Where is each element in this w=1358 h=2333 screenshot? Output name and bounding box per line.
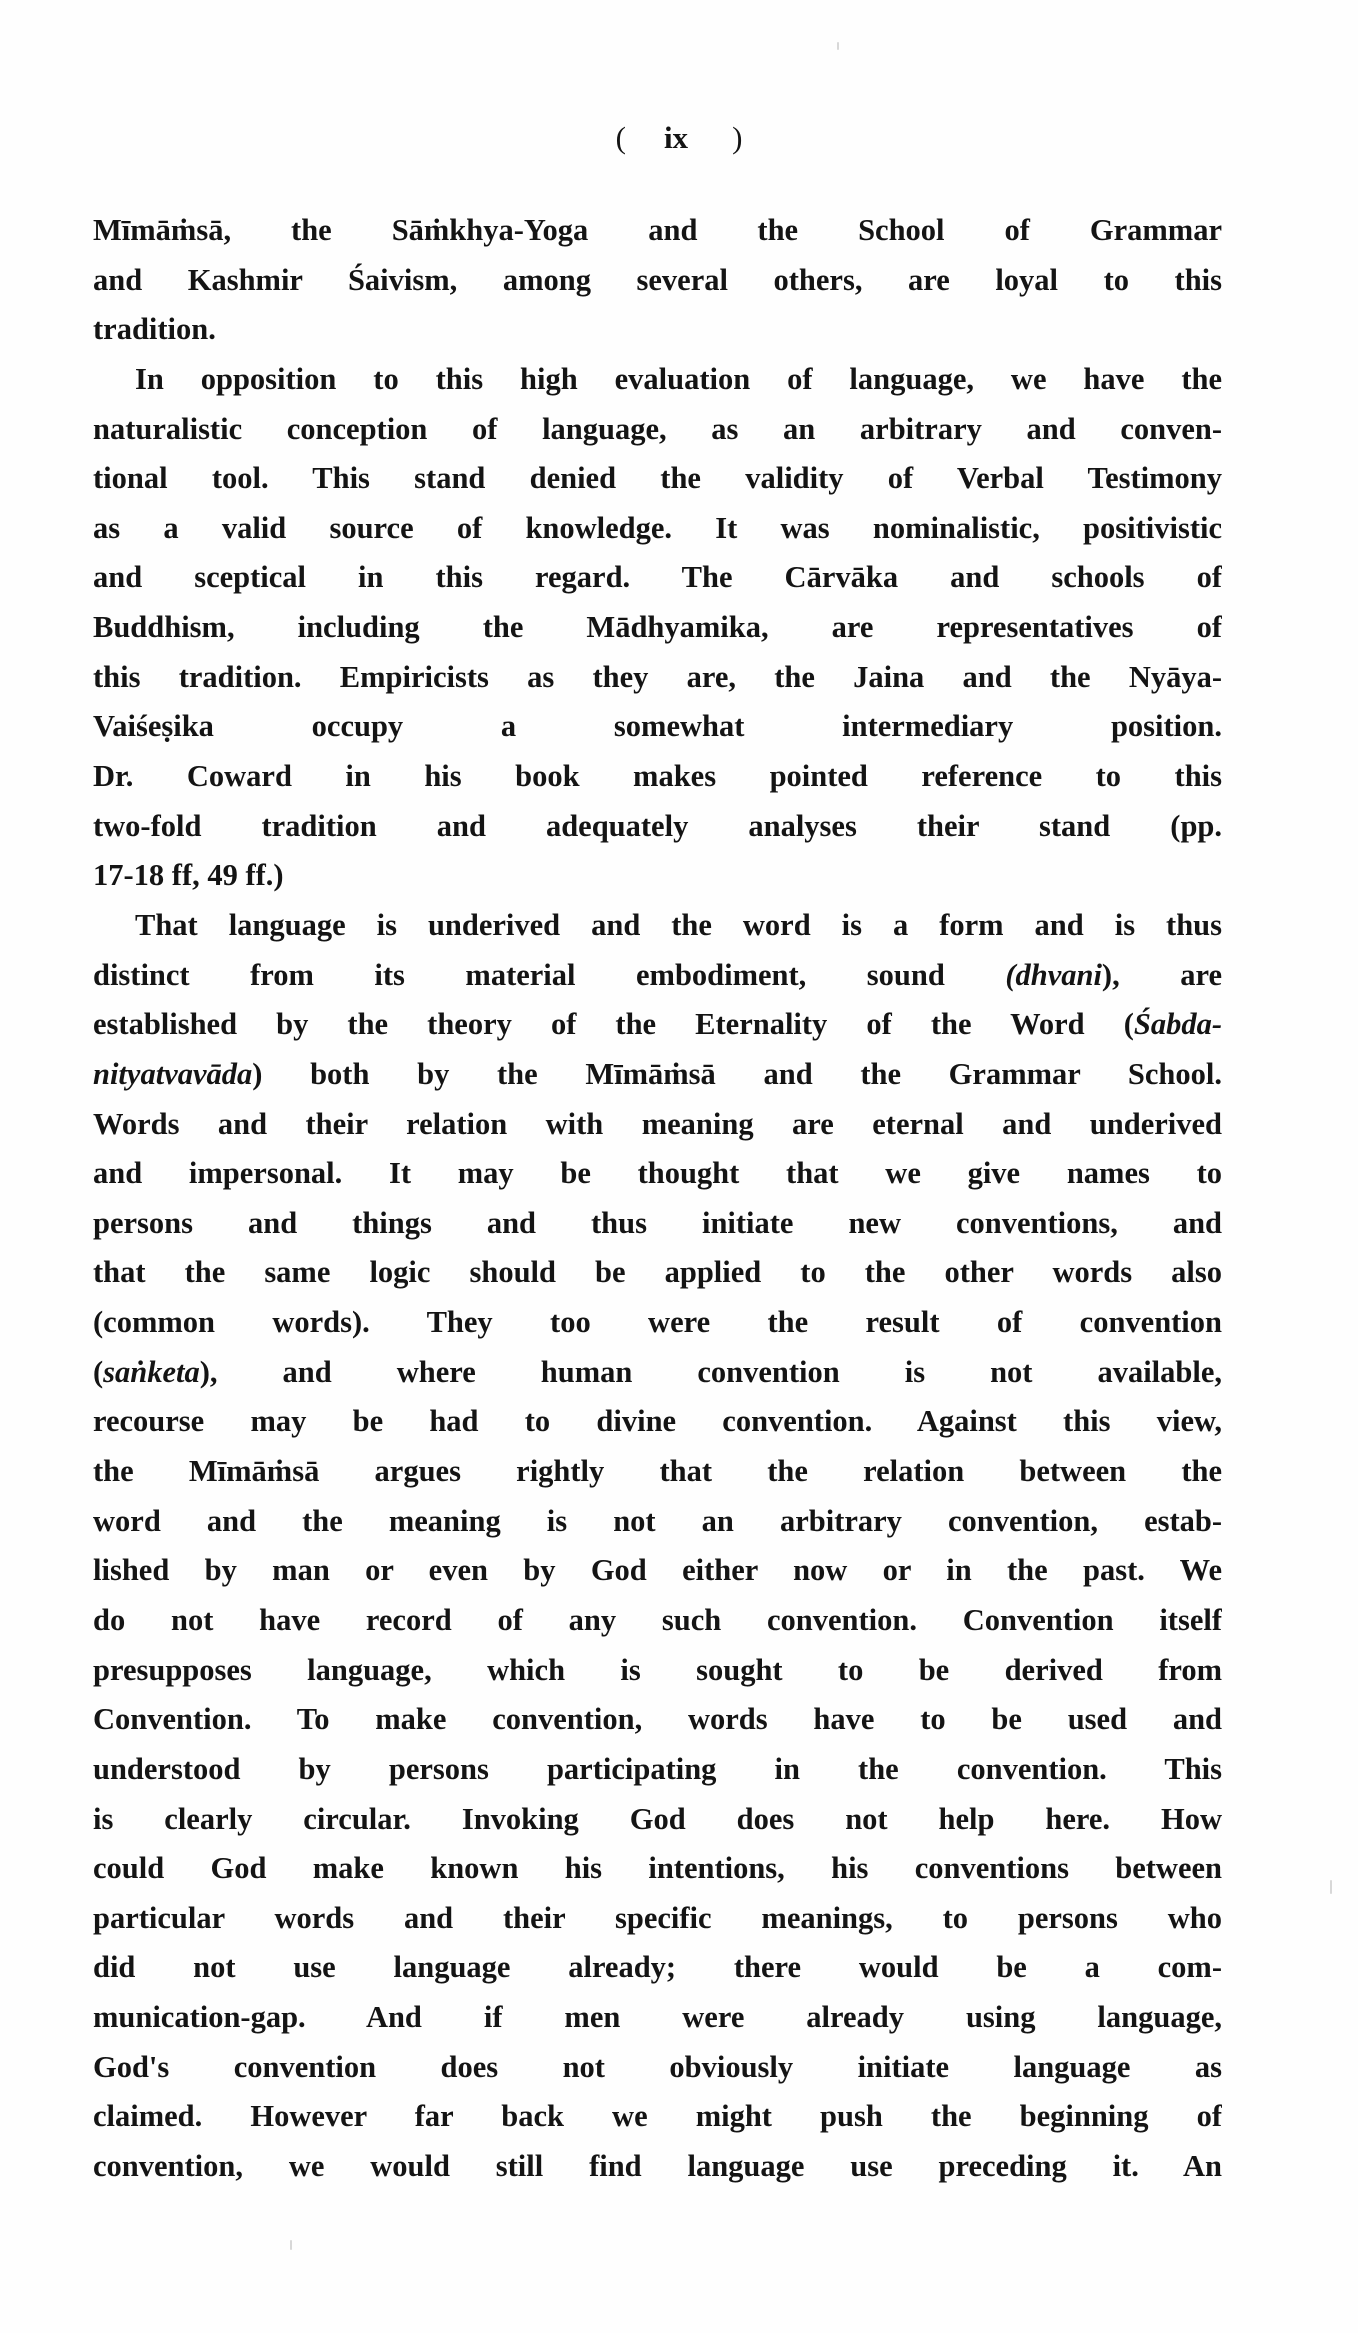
text-line bbox=[93, 1745, 1222, 1795]
text-line bbox=[93, 1000, 1222, 1050]
paragraph bbox=[93, 901, 1222, 2192]
scan-speck bbox=[1330, 1880, 1332, 1894]
text-segment: munication-gap. And if men were already using language, bbox=[93, 2000, 1222, 2035]
scan-speck bbox=[837, 42, 839, 50]
text-line bbox=[93, 2043, 1222, 2093]
text-segment: understood by persons participating in the convention. This bbox=[93, 1751, 1222, 1786]
text-segment: Convention. To make convention, words have to be used and bbox=[93, 1702, 1222, 1737]
text-segment: could God make known his intentions, his conventions between bbox=[93, 1851, 1222, 1886]
text-line bbox=[93, 951, 1222, 1001]
text-line bbox=[93, 1248, 1222, 1298]
text-segment: that the same logic should be applied to the other words also bbox=[93, 1255, 1222, 1290]
text-line bbox=[93, 504, 1222, 554]
text-segment: claimed. However far back we might push the beginning of bbox=[93, 2099, 1222, 2134]
text-segment: Dr. Coward in his book makes pointed reference to this bbox=[93, 759, 1222, 794]
scan-speck bbox=[290, 2240, 292, 2250]
page-number-open-paren: ( bbox=[615, 120, 626, 155]
text-segment: 17-18 ff, 49 ff.) bbox=[93, 858, 284, 893]
text-segment: tional tool. This stand denied the validity of Verbal Testimony bbox=[93, 461, 1222, 496]
text-line bbox=[93, 603, 1222, 653]
text-line bbox=[93, 454, 1222, 504]
text-segment: convention, we would still find language use preceding it. An bbox=[93, 2148, 1222, 2183]
text-line bbox=[93, 1844, 1222, 1894]
text-line bbox=[93, 1348, 1222, 1398]
text-segment: persons and things and thus initiate new conventions, and bbox=[93, 1205, 1222, 1240]
page-number-close-paren: ) bbox=[732, 120, 743, 155]
text-line bbox=[93, 2142, 1222, 2192]
text-segment: lished by man or even by God either now or in the past. We bbox=[93, 1553, 1222, 1588]
text-line bbox=[93, 206, 1222, 256]
text-segment: recourse may be had to divine convention. Against this view, bbox=[93, 1404, 1222, 1439]
italic-term: nityatvavāda bbox=[93, 1056, 253, 1091]
text-segment: ), and where human convention is not available, bbox=[199, 1354, 1222, 1389]
text-segment: In opposition to this high evaluation of language, we have the bbox=[135, 361, 1222, 396]
text-segment: this tradition. Empiricists as they are, the Jaina and the Nyāya- bbox=[93, 659, 1222, 694]
text-line bbox=[93, 1993, 1222, 2043]
text-segment: ) both by the Mīmāṁsā and the Grammar School. bbox=[252, 1056, 1222, 1091]
text-line bbox=[93, 2092, 1222, 2142]
text-segment: ), are bbox=[1101, 957, 1222, 992]
text-segment: tradition. bbox=[93, 312, 216, 347]
italic-term: Śabda- bbox=[1133, 1007, 1222, 1042]
text-line bbox=[93, 653, 1222, 703]
text-line bbox=[93, 305, 1222, 355]
text-line bbox=[93, 553, 1222, 603]
text-segment: and impersonal. It may be thought that we give names to bbox=[93, 1156, 1222, 1191]
text-line bbox=[93, 1397, 1222, 1447]
text-line bbox=[93, 1943, 1222, 1993]
text-line bbox=[93, 1497, 1222, 1547]
italic-term: (dhvani bbox=[1005, 957, 1102, 992]
text-segment: and Kashmir Śaivism, among several others, are loyal to this bbox=[93, 262, 1222, 297]
text-line bbox=[93, 1050, 1222, 1100]
text-line bbox=[93, 1199, 1222, 1249]
text-line bbox=[93, 1149, 1222, 1199]
text-segment: That language is underived and the word is a form and is thus bbox=[135, 907, 1222, 942]
text-segment: Buddhism, including the Mādhyamika, are representatives of bbox=[93, 610, 1222, 645]
text-segment: the Mīmāṁsā argues rightly that the relation between the bbox=[93, 1454, 1222, 1489]
text-segment: (common words). They too were the result of convention bbox=[93, 1305, 1222, 1340]
text-line bbox=[93, 405, 1222, 455]
text-segment: Mīmāṁsā, the Sāṁkhya-Yoga and the School of Grammar bbox=[93, 213, 1222, 247]
text-line bbox=[93, 1447, 1222, 1497]
text-line bbox=[93, 1596, 1222, 1646]
text-segment: ( bbox=[93, 1354, 104, 1389]
text-line bbox=[93, 1894, 1222, 1944]
text-segment: God's convention does not obviously initiate language as bbox=[93, 2049, 1222, 2084]
text-segment: is clearly circular. Invoking God does not help here. How bbox=[93, 1801, 1222, 1836]
text-segment: Vaiśeṣika occupy a somewhat intermediary position. bbox=[93, 709, 1222, 744]
text-segment: do not have record of any such convention. Convention itself bbox=[93, 1602, 1222, 1637]
text-segment: did not use language already; there would be a com- bbox=[93, 1950, 1222, 1985]
paragraph bbox=[93, 206, 1222, 355]
italic-term: saṅketa bbox=[103, 1354, 200, 1389]
page-number-label: ix bbox=[663, 120, 689, 155]
text-line bbox=[93, 702, 1222, 752]
text-segment: particular words and their specific meanings, to persons who bbox=[93, 1900, 1222, 1935]
text-line bbox=[93, 1546, 1222, 1596]
text-line bbox=[93, 1795, 1222, 1845]
text-line bbox=[93, 256, 1222, 306]
text-line bbox=[93, 1695, 1222, 1745]
text-line bbox=[93, 851, 1222, 901]
text-line bbox=[93, 752, 1222, 802]
page-number bbox=[0, 118, 1358, 158]
text-segment: naturalistic conception of language, as an arbitrary and conven- bbox=[93, 411, 1222, 446]
text-line bbox=[93, 802, 1222, 852]
text-line bbox=[93, 1646, 1222, 1696]
text-segment: as a valid source of knowledge. It was nominalistic, positivistic bbox=[93, 510, 1222, 545]
text-segment: distinct from its material embodiment, sound bbox=[93, 957, 1006, 992]
text-segment: established by the theory of the Eternality of the Word ( bbox=[93, 1007, 1134, 1042]
text-segment: and sceptical in this regard. The Cārvāka and schools of bbox=[93, 560, 1222, 595]
text-line bbox=[93, 901, 1222, 951]
text-line bbox=[93, 355, 1222, 405]
text-segment: word and the meaning is not an arbitrary convention, estab- bbox=[93, 1503, 1222, 1538]
paragraph bbox=[93, 355, 1222, 901]
text-segment: Words and their relation with meaning are eternal and underived bbox=[93, 1106, 1222, 1141]
text-segment: two-fold tradition and adequately analyses their stand (pp. bbox=[93, 808, 1222, 843]
text-line bbox=[93, 1100, 1222, 1150]
body-text bbox=[93, 206, 1222, 2192]
text-segment: presupposes language, which is sought to be derived from bbox=[93, 1652, 1222, 1687]
text-line bbox=[93, 1298, 1222, 1348]
